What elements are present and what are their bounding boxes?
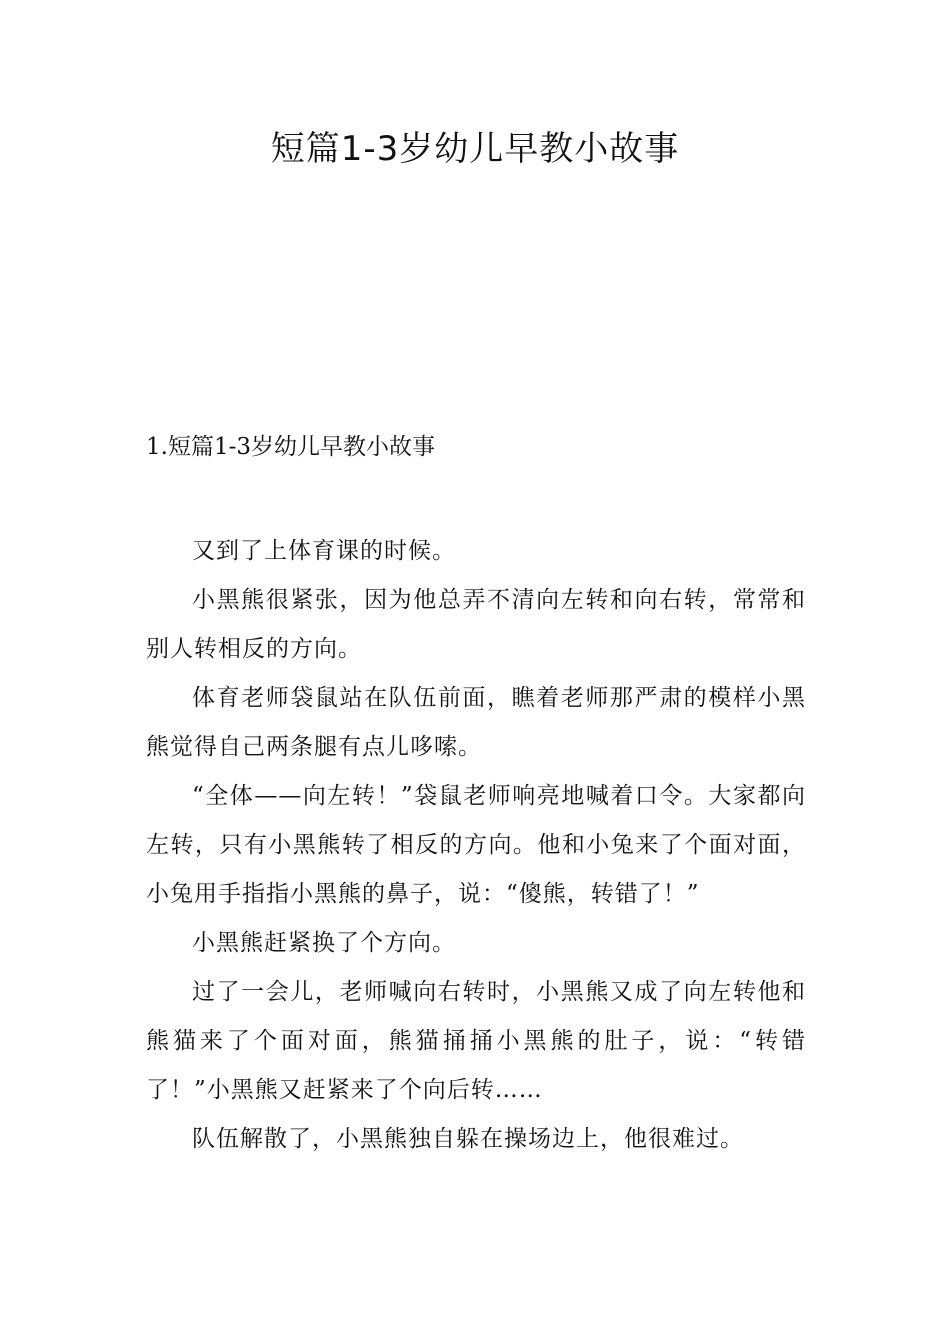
document-title: 短篇1-3岁幼儿早教小故事 [270, 129, 680, 169]
paragraph: “全体——向左转！”袋鼠老师响亮地喊着口令。大家都向左转，只有小黑熊转了相反的方向。他和小兔来了个面对面，小兔用手指指小黑熊的鼻子，说：“傻熊，转错了！” [146, 783, 806, 907]
paragraph: 又到了上体育课的时候。 [192, 538, 456, 564]
paragraph: 小黑熊赶紧换了个方向。 [192, 930, 456, 956]
story-body [146, 527, 806, 1164]
paragraph: 小黑熊很紧张，因为他总弄不清向左转和向右转，常常和别人转相反的方向。 [146, 587, 806, 662]
section-heading: 1.短篇1-3岁幼儿早教小故事 [146, 434, 435, 460]
paragraph: 过了一会儿，老师喊向右转时，小黑熊又成了向左转他和熊猫来了个面对面，熊猫捅捅小黑熊的肚子，说：“转错了！”小黑熊又赶紧来了个向后转…… [146, 979, 806, 1103]
paragraph: 体育老师袋鼠站在队伍前面，瞧着老师那严肃的模样小黑熊觉得自己两条腿有点儿哆嗦。 [146, 685, 806, 760]
paragraph: 队伍解散了，小黑熊独自躲在操场边上，他很难过。 [192, 1126, 744, 1152]
